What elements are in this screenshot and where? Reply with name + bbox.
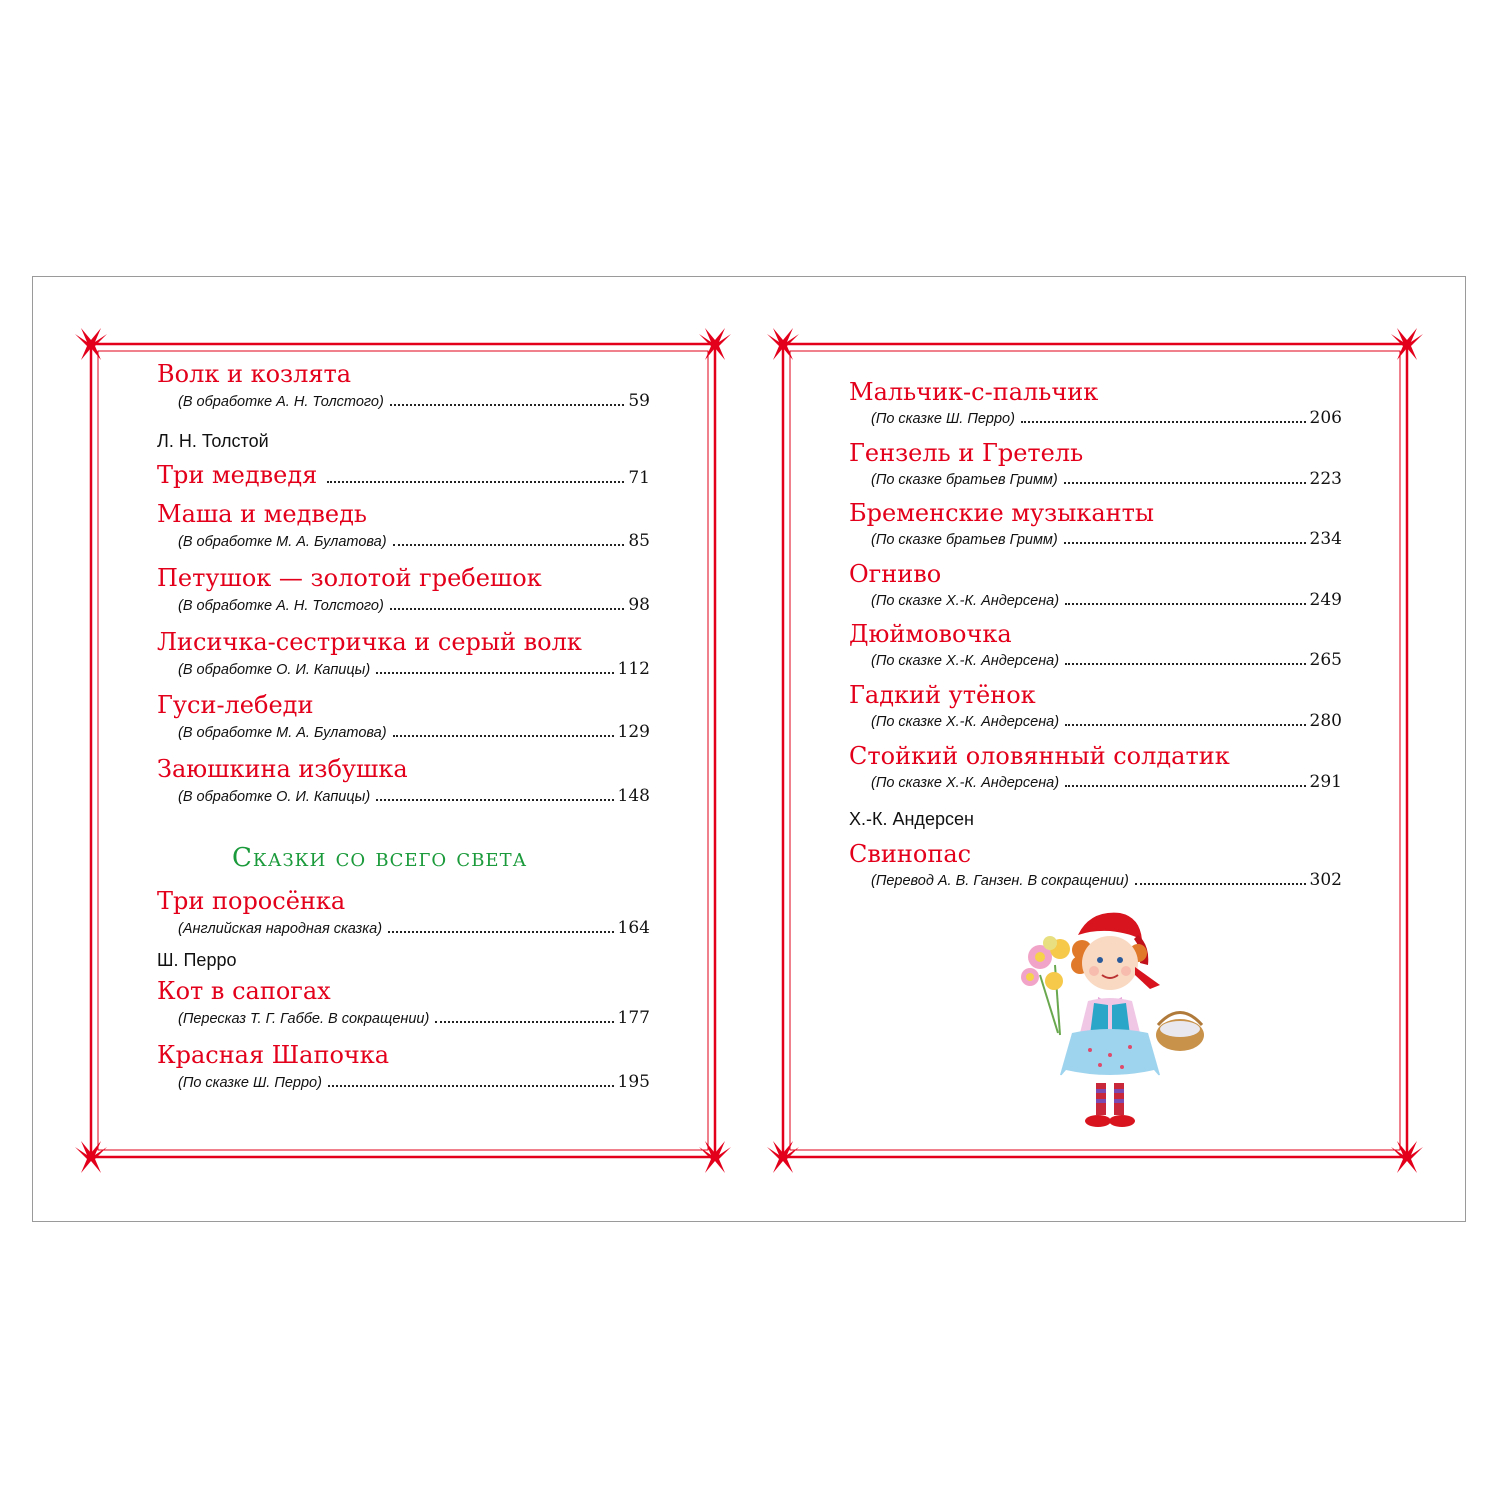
- toc-subtitle-row: [871, 592, 1342, 609]
- toc-title: Красная Шапочка: [157, 1041, 390, 1069]
- toc-subtitle-row: [178, 393, 650, 410]
- toc-subtitle: (По сказке Ш. Перро): [178, 1075, 322, 1091]
- toc-title: Бременские музыканты: [849, 499, 1155, 527]
- leader-dots: [1065, 663, 1305, 665]
- toc-subtitle: (По сказке Х.-К. Андерсена): [871, 714, 1060, 730]
- toc-subtitle: (По сказке Х.-К. Андерсена): [871, 653, 1060, 669]
- page-number: 177: [617, 1008, 650, 1028]
- page-number: 302: [1309, 870, 1342, 890]
- page-number: 71: [628, 468, 650, 488]
- toc-subtitle-row: [871, 471, 1342, 488]
- toc-title: Маша и медведь: [157, 500, 367, 528]
- page-number: 291: [1309, 772, 1342, 792]
- toc-subtitle-row: [871, 774, 1342, 791]
- toc-subtitle: (Английская народная сказка): [178, 921, 383, 937]
- toc-subtitle: (В обработке О. И. Капицы): [178, 662, 371, 678]
- page-number: 164: [617, 918, 650, 938]
- girl-illustration: [1010, 905, 1210, 1135]
- leader-dots: [328, 1085, 614, 1087]
- leader-dots: [393, 544, 625, 546]
- toc-subtitle-row: [871, 410, 1342, 427]
- leader-dots: [1065, 603, 1305, 605]
- toc-subtitle: (В обработке М. А. Булатова): [178, 534, 387, 550]
- toc-subtitle-row: [178, 788, 650, 805]
- toc-subtitle-row: [178, 1010, 650, 1027]
- page-number: 195: [617, 1072, 650, 1092]
- toc-author: Л. Н. Толстой: [157, 431, 269, 451]
- page-number: 265: [1309, 650, 1342, 670]
- page-number: 85: [628, 531, 650, 551]
- toc-author: Ш. Перро: [157, 950, 237, 970]
- toc-subtitle-row: [871, 652, 1342, 669]
- toc-subtitle: (В обработке М. А. Булатова): [178, 725, 387, 741]
- leader-dots: [393, 735, 614, 737]
- toc-subtitle: (По сказке Ш. Перро): [871, 411, 1015, 427]
- leader-dots: [376, 672, 613, 674]
- toc-title: Кот в сапогах: [157, 977, 331, 1005]
- leader-dots: [1064, 542, 1306, 544]
- toc-title: Свинопас: [849, 840, 972, 868]
- toc-title: Гадкий утёнок: [849, 681, 1036, 709]
- leader-dots: [388, 931, 614, 933]
- page-number: 112: [617, 659, 650, 679]
- toc-subtitle: (Перевод А. В. Ганзен. В сокращении): [871, 873, 1129, 889]
- toc-title: Лисичка-сестричка и серый волк: [157, 628, 582, 656]
- leader-dots: [1065, 785, 1305, 787]
- toc-title: Волк и козлята: [157, 360, 352, 388]
- toc-title: Гензель и Гретель: [849, 439, 1084, 467]
- toc-title-row: [157, 463, 650, 487]
- toc-title: Гуси-лебеди: [157, 691, 314, 719]
- toc-subtitle-row: [178, 597, 650, 614]
- toc-subtitle-row: [178, 533, 650, 550]
- leader-dots: [1065, 724, 1305, 726]
- leader-dots: [1064, 482, 1306, 484]
- toc-title: Дюймовочка: [849, 620, 1012, 648]
- toc-subtitle-row: [178, 724, 650, 741]
- page-number: 223: [1309, 469, 1342, 489]
- leader-dots: [435, 1021, 613, 1023]
- toc-subtitle: (Пересказ Т. Г. Габбе. В сокращении): [178, 1011, 430, 1027]
- leader-dots: [327, 481, 624, 483]
- toc-title: Огниво: [849, 560, 942, 588]
- toc-title: Три медведя: [157, 461, 318, 489]
- toc-title: Три поросёнка: [157, 887, 346, 915]
- toc-subtitle: (По сказке Х.-К. Андерсена): [871, 775, 1060, 791]
- page-number: 206: [1309, 408, 1342, 428]
- toc-subtitle-row: [178, 1074, 650, 1091]
- page-number: 234: [1309, 529, 1342, 549]
- section-heading: Сказки со всего света: [232, 843, 528, 873]
- toc-subtitle-row: [871, 872, 1342, 889]
- page-number: 280: [1309, 711, 1342, 731]
- toc-subtitle: (В обработке А. Н. Толстого): [178, 394, 384, 410]
- toc-subtitle-row: [871, 713, 1342, 730]
- toc-subtitle: (По сказке братьев Гримм): [871, 472, 1058, 488]
- page-number: 249: [1309, 590, 1342, 610]
- leader-dots: [1135, 883, 1306, 885]
- page-number: 148: [617, 786, 650, 806]
- toc-title: Заюшкина избушка: [157, 755, 408, 783]
- leader-dots: [376, 799, 613, 801]
- leader-dots: [390, 404, 625, 406]
- toc-subtitle: (По сказке Х.-К. Андерсена): [871, 593, 1060, 609]
- toc-title: Стойкий оловянный солдатик: [849, 742, 1230, 770]
- toc-subtitle: (В обработке А. Н. Толстого): [178, 598, 384, 614]
- toc-subtitle: (По сказке братьев Гримм): [871, 532, 1058, 548]
- toc-title: Мальчик-с-пальчик: [849, 378, 1099, 406]
- toc-subtitle: (В обработке О. И. Капицы): [178, 789, 371, 805]
- page-number: 59: [628, 391, 650, 411]
- page-number: 129: [617, 722, 650, 742]
- toc-subtitle-row: [871, 531, 1342, 548]
- toc-subtitle-row: [178, 920, 650, 937]
- toc-title: Петушок — золотой гребешок: [157, 564, 542, 592]
- toc-subtitle-row: [178, 661, 650, 678]
- toc-author: Х.-К. Андерсен: [849, 809, 974, 829]
- leader-dots: [390, 608, 625, 610]
- leader-dots: [1021, 421, 1306, 423]
- page-number: 98: [628, 595, 650, 615]
